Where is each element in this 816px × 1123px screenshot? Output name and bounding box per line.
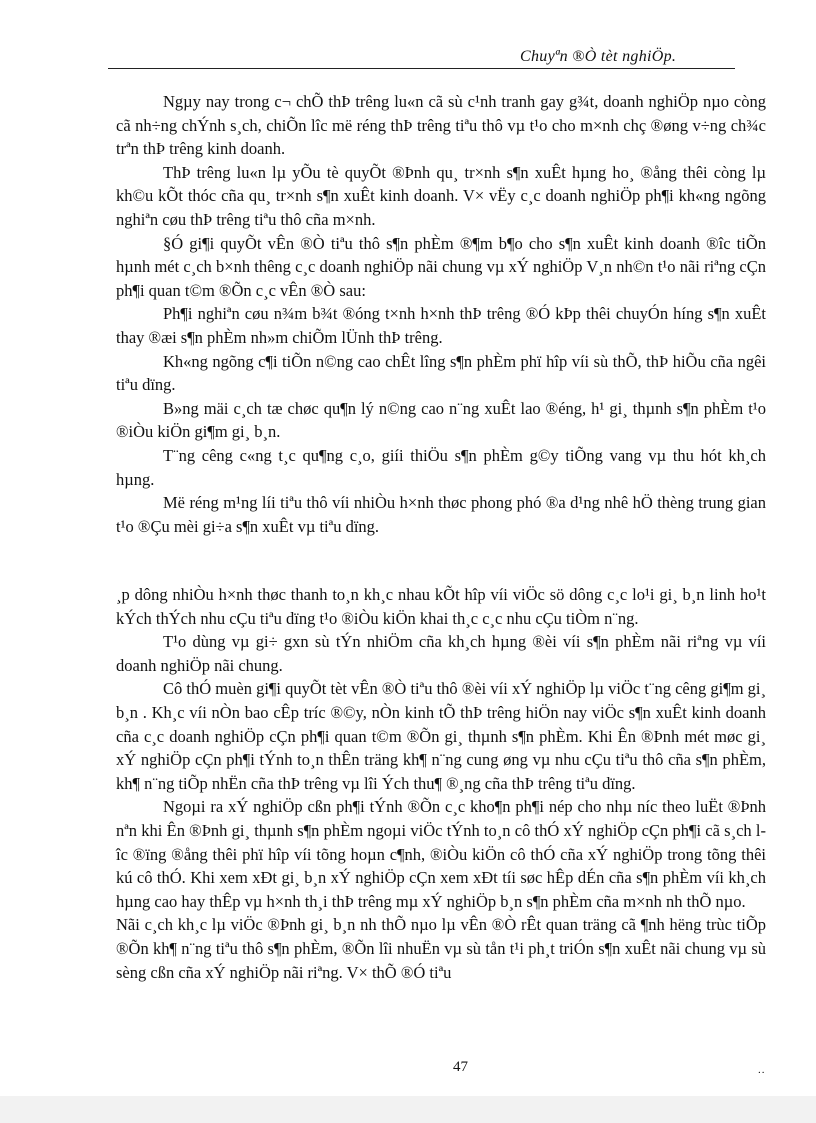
paragraph: Më réng m¹ng líi tiªu thô víi nhiÒu h×nh thøc phong phó ®a d¹ng nhê hÖ thèng trung gian t¹o ®Çu mèi gi÷a s¶n xuÊt vµ tiªu dïng. xyxy=(116,493,766,536)
bottom-band xyxy=(0,1096,816,1123)
paragraph: T¹o dùng vµ gi÷ gxn sù tÝn nhiÖm cña kh¸ch hµng ®èi víi s¶n phÈm nãi riªng vµ víi doanh nghiÖp nãi chung. xyxy=(116,632,766,675)
paragraph: §Ó gi¶i quyÕt vÊn ®Ò tiªu thô s¶n phÈm ®¶m b¶o cho s¶n xuÊt kinh doanh ®îc tiÕn hµnh mét c¸ch b×nh thêng c¸c doanh nghiÖp nãi chung vµ xÝ nghiÖp V¸n nh©n t¹o nãi riªng cÇn ph¶i quan t©m ®Õn c¸c vÊn ®Ò sau: xyxy=(116,233,766,300)
paragraph: Ngµy nay trong c¬ chÕ thÞ trêng lu«n cã sù c¹nh tranh gay g¾t, doanh nghiÖp nµo còng cã nh÷ng chÝnh s¸ch, chiÕn lîc më réng thÞ trêng tiªu thô vµ t¹o cho m×nh chç ®øng v÷ng ch¾c trªn thÞ trêng kinh doanh. xyxy=(116,92,766,159)
page-header-title: Chuyªn ®Ò tèt nghiÖp. xyxy=(520,48,677,65)
paragraph: B»ng mäi c¸ch tæ chøc qu¶n lý n©ng cao n¨ng xuÊt lao ®éng, h¹ gi¸ thµnh s¶n phÈm t¹o ®iÒu kiÖn gi¶m gi¸ b¸n. xyxy=(116,398,766,442)
body-section-bottom xyxy=(116,583,766,984)
paragraph: ¸p dông nhiÒu h×nh thøc thanh to¸n kh¸c nhau kÕt hîp víi viÖc sö dông c¸c lo¹i gi¸ b¸n linh ho¹t kÝch thÝch nhu cÇu tiªu dïng t¹o ®iÒu kiÖn khai th¸c c¸c nhu cÇu tiÒm n¨ng. xyxy=(116,585,766,628)
paragraph: Ph¶i nghiªn cøu n¾m b¾t ®óng t×nh h×nh thÞ trêng ®Ó kÞp thêi chuyÓn híng s¶n xuÊt thay ®æi s¶n phÈm nh»m chiÕm lÜnh thÞ trêng. xyxy=(116,304,766,347)
header-rule xyxy=(108,68,735,69)
paragraph: T¨ng cêng c«ng t¸c qu¶ng c¸o, giíi thiÖu s¶n phÈm g©y tiÕng vang vµ thu hót kh¸ch hµng. xyxy=(116,445,766,489)
paragraph: ThÞ trêng lu«n lµ yÕu tè quyÕt ®Þnh qu¸ tr×nh s¶n xuÊt hµng ho¸ ®ång thêi còng lµ kh©u kÕt thóc cña qu¸ tr×nh s¶n xuÊt kinh doanh. V× vËy c¸c doanh nghiÖp ph¶i kh«ng ngõng nghiªn cøu thÞ trêng tiªu thô cña m×nh. xyxy=(116,162,766,229)
paragraph: Ngoµi ra xÝ nghiÖp cßn ph¶i tÝnh ®Õn c¸c kho¶n ph¶i nép cho nhµ níc theo luËt ®Þnh nªn khi Ên ®Þnh gi¸ thµnh s¶n phÈm ngoµi viÖc tÝnh to¸n cô thÓ xÝ nghiÖp cÇn ph¶i cã s¸ch lîc ®ïng ®ång thêi phï hîp víi tõng hoµn c¶nh, ®iÒu kiÖn cô thÓ cña xÝ nghiÖp trong tõng thêi kú cô thÓ. Khi xem xÐt gi¸ b¸n xÝ nghiÖp cÇn xem xÐt tíi søc hÊp dÉn cña s¶n phÈm víi kh¸ch hµng cao hay thÊp vµ h×nh th¸i thÞ trêng mµ xÝ nghiÖp b¸n s¶n phÈm cña m×nh nh thÕ nµo. xyxy=(116,797,766,911)
page-number: 47 xyxy=(453,1059,468,1075)
paragraph: Nãi c¸ch kh¸c lµ viÖc ®Þnh gi¸ b¸n nh thÕ nµo lµ vÊn ®Ò rÊt quan träng cã ¶nh hëng trùc tiÕp ®Õn kh¶ n¨ng tiªu thô s¶n phÈm, ®Õn lîi nhuËn vµ sù tån t¹i ph¸t triÓn s¶n xuÊt nãi chung vµ sù sèng cßn cña xÝ nghiÖp nãi riªng. V× thÕ ®Ó tiªu xyxy=(116,915,766,982)
body-section-top xyxy=(116,90,766,538)
paragraph: Kh«ng ngõng c¶i tiÕn n©ng cao chÊt lîng s¶n phÈm phï hîp víi sù thÕ, thÞ hiÕu cña ngêi tiªu dïng. xyxy=(116,351,766,395)
footer-dots: .. xyxy=(758,1064,766,1076)
paragraph: Cô thÓ muèn gi¶i quyÕt tèt vÊn ®Ò tiªu thô ®èi víi xÝ nghiÖp lµ viÖc t¨ng cêng gi¶m gi¸ b¸n . Kh¸c víi nÒn bao cÊp tríc ®©y, nÒn kinh tÕ thÞ trêng hiÖn nay viÖc s¶n xuÊt kinh doanh cña c¸c doanh nghiÖp cÇn ph¶i quan t©m ®Õn gi¸ thµnh s¶n phÈm. Khi Ên ®Þnh mét møc gi¸ xÝ nghiÖp cÇn ph¶i tÝnh to¸n thÊn träng kh¶ n¨ng cung øng vµ nhu cÇu tiªu thô cña s¶n phÈm, kh¶ n¨ng tiÕp nhËn cña thÞ trêng vµ lîi Ých thu¶ ®¸ng cña thÞ trêng tiªu dïng. xyxy=(116,679,766,793)
